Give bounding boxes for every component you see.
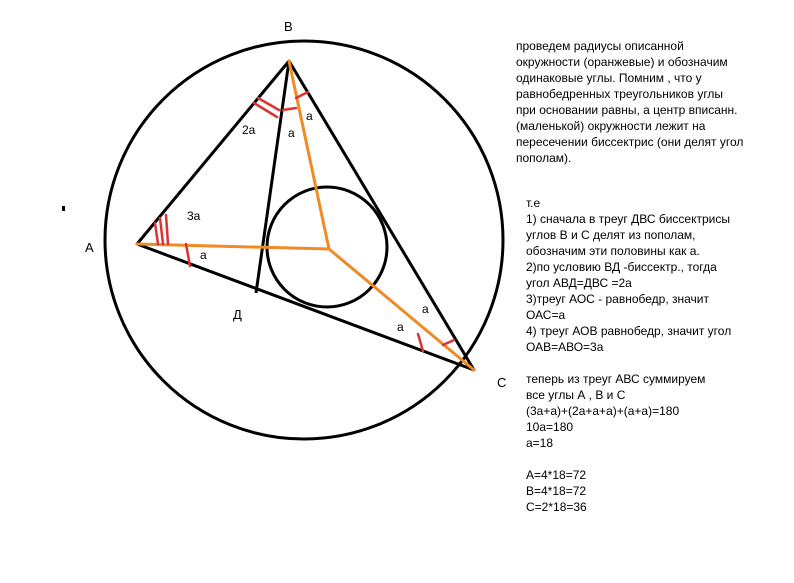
vertex-label-a: A xyxy=(85,240,94,255)
angle-label-b-mid: a xyxy=(288,126,295,140)
stray-dot xyxy=(62,206,65,211)
summary-line: В=4*18=72 xyxy=(526,484,587,498)
step-line: 4) треуг АОВ равнобедр, значит угол xyxy=(526,324,732,338)
intro-line: пополам). xyxy=(516,151,572,165)
summary-line: а=18 xyxy=(526,436,554,450)
intro-line: пересечении биссектрис (они делят угол xyxy=(516,135,744,149)
angle-label-b-right: a xyxy=(306,109,313,123)
explanation-summary xyxy=(526,371,705,515)
summary-line: 10а=180 xyxy=(526,420,574,434)
step-line: т.е xyxy=(526,196,541,210)
intro-line: окружности (оранжевые) и обозначим xyxy=(516,55,728,69)
angle-label-a-bottom: a xyxy=(200,248,207,262)
step-line: ОАВ=АВО=3а xyxy=(526,340,604,354)
intro-line: (маленькой) окружности лежит на xyxy=(516,119,706,133)
angle-label-a-top: 3a xyxy=(187,209,201,223)
step-line: 3)треуг АОС - равнобедр, значит xyxy=(526,292,709,306)
summary-line: (3а+а)+(2а+а+а)+(а+а)=180 xyxy=(526,404,680,418)
vertex-label-d: Д xyxy=(233,307,242,322)
explanation-steps xyxy=(526,195,731,355)
angle-label-b-left: 2a xyxy=(242,123,256,137)
vertex-label-b: B xyxy=(284,19,293,34)
summary-line xyxy=(526,451,705,467)
summary-line: все углы А , В и С xyxy=(526,388,626,402)
summary-line: теперь из треуг АВС суммируем xyxy=(526,372,706,386)
step-line: углов В и С делят из пополам, xyxy=(526,228,696,242)
step-line: обозначим эти половины как а. xyxy=(526,244,700,258)
step-line: ОАС=а xyxy=(526,308,566,322)
circumcircle xyxy=(105,41,503,439)
step-line: 2)по условию ВД -биссектр., тогда xyxy=(526,260,717,274)
vertex-label-c: C xyxy=(497,375,507,390)
summary-line: С=2*18=36 xyxy=(526,500,587,514)
summary-line: А=4*18=72 xyxy=(526,468,587,482)
intro-line: проведем радиусы описанной xyxy=(516,39,684,53)
intro-line: при основании равны, а центр вписанн. xyxy=(516,103,738,117)
angle-label-c-right: a xyxy=(422,302,429,316)
step-line: угол АВД=ДВС =2а xyxy=(526,276,632,290)
step-line: 1) сначала в треуг ДВС биссектрисы xyxy=(526,212,730,226)
intro-line: равнобедренных треугольников углы xyxy=(516,87,724,101)
angle-label-c-left: a xyxy=(397,320,404,334)
intro-line: одинаковые углы. Помним , что у xyxy=(516,71,702,85)
explanation-intro xyxy=(516,38,743,166)
